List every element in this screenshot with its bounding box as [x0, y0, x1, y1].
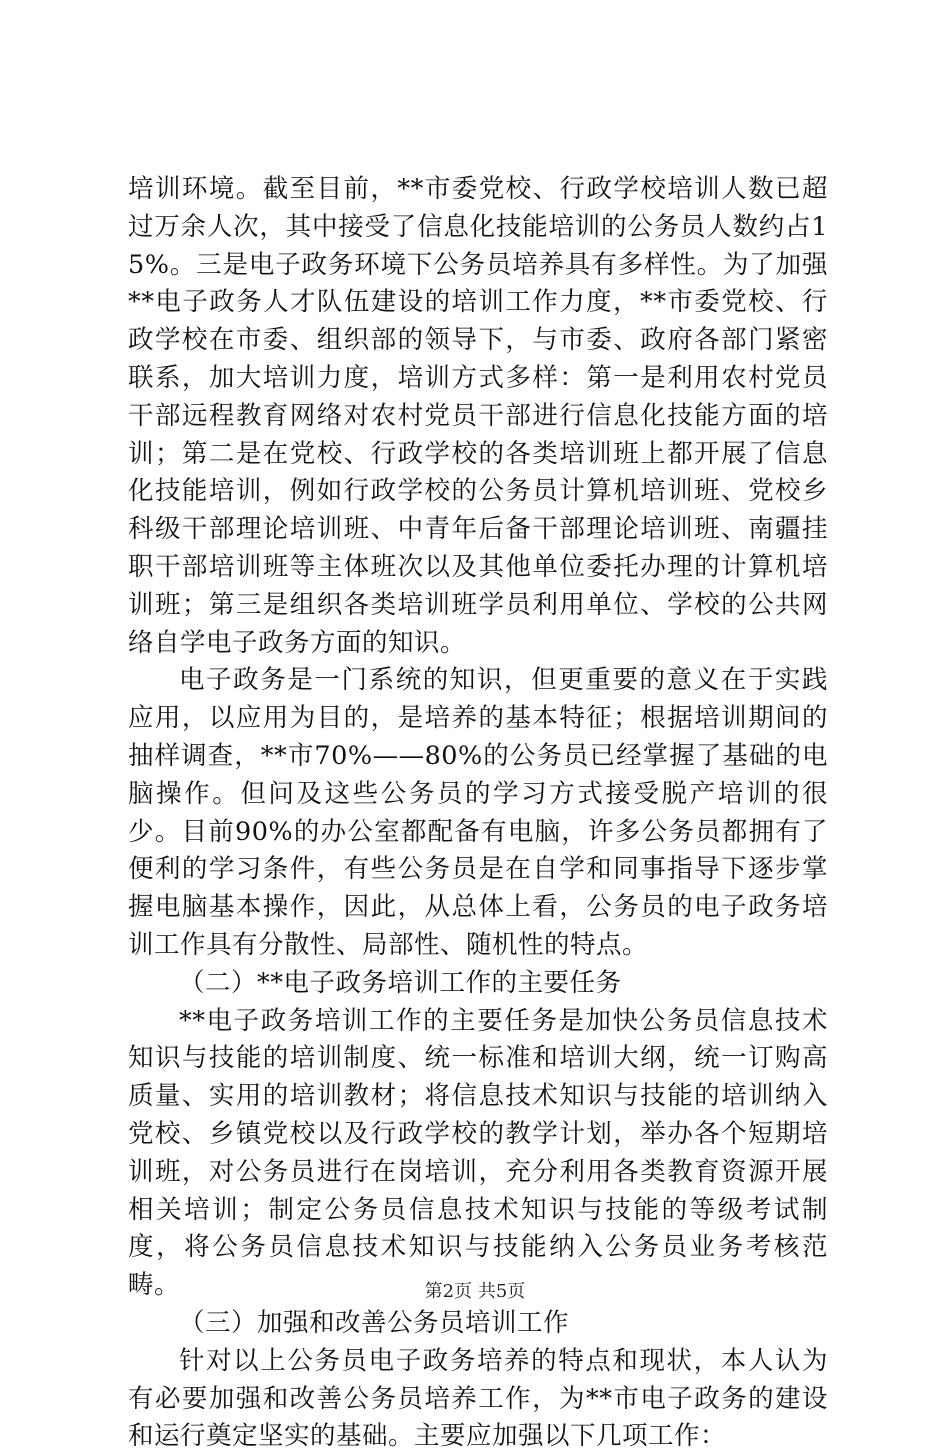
document-body [128, 171, 828, 1456]
section-heading-improve-training: （三）加强和改善公务员培训工作 [179, 1307, 570, 1338]
paragraph-training-environment: 培训环境。截至目前，**市委党校、行政学校培训人数已超过万余人次，其中接受了信息化技能培训的公务员人数约占15%。三是电子政务环境下公务员培养具有多样性。为了加强**电子政务人才队伍建设的培训工作力度，**市委党校、行政学校在市委、组织部的领导下，与市委、政府各部门紧密联系，加大培训力度，培训方式多样：第一是利用农村党员干部远程教育网络对农村党员干部进行信息化技能方面的培训；第二是在党校、行政学校的各类培训班上都开展了信息化技能培训，例如行政学校的公务员计算机培训班、党校乡科级干部理论培训班、中青年后备干部理论培训班、南疆挂职干部培训班等主体班次以及其他单位委托办理的计算机培训班；第三是组织各类培训班学员利用单位、学校的公共网络自学电子政务方面的知识。 [128, 174, 828, 658]
paragraph-main-tasks: **电子政务培训工作的主要任务是加快公务员信息技术知识与技能的培训制度、统一标准和培训大纲，统一订购高质量、实用的培训教材；将信息技术知识与技能的培训纳入党校、乡镇党校以及行政学校的教学计划，举办各个短期培训班，对公务员进行在岗培训，充分利用各类教育资源开展相关培训；制定公务员信息技术知识与技能的等级考试制度，将公务员信息技术知识与技能纳入公务员业务考核范畴。 [128, 1005, 828, 1301]
paragraph-e-government-knowledge: 电子政务是一门系统的知识，但更重要的意义在于实践应用，以应用为目的，是培养的基本特征；根据培训期间的抽样调查，**市70%——80%的公务员已经掌握了基础的电脑操作。但问及这些公务员的学习方式接受脱产培训的很少。目前90%的办公室都配备有电脑，许多公务员都拥有了便利的学习条件，有些公务员是在自学和同事指导下逐步掌握电脑基本操作，因此，从总体上看，公务员的电子政务培训工作具有分散性、局部性、随机性的特点。 [128, 665, 828, 960]
section-heading-main-tasks: （二）**电子政务培训工作的主要任务 [179, 967, 622, 998]
paragraph-improve-training: 针对以上公务员电子政务培养的特点和现状，本人认为有必要加强和改善公务员培养工作，为**市电子政务的建设和运行奠定坚实的基础。主要应加强以下几项工作： [128, 1345, 828, 1452]
page-footer: 第2页 共5页 [424, 1281, 526, 1302]
